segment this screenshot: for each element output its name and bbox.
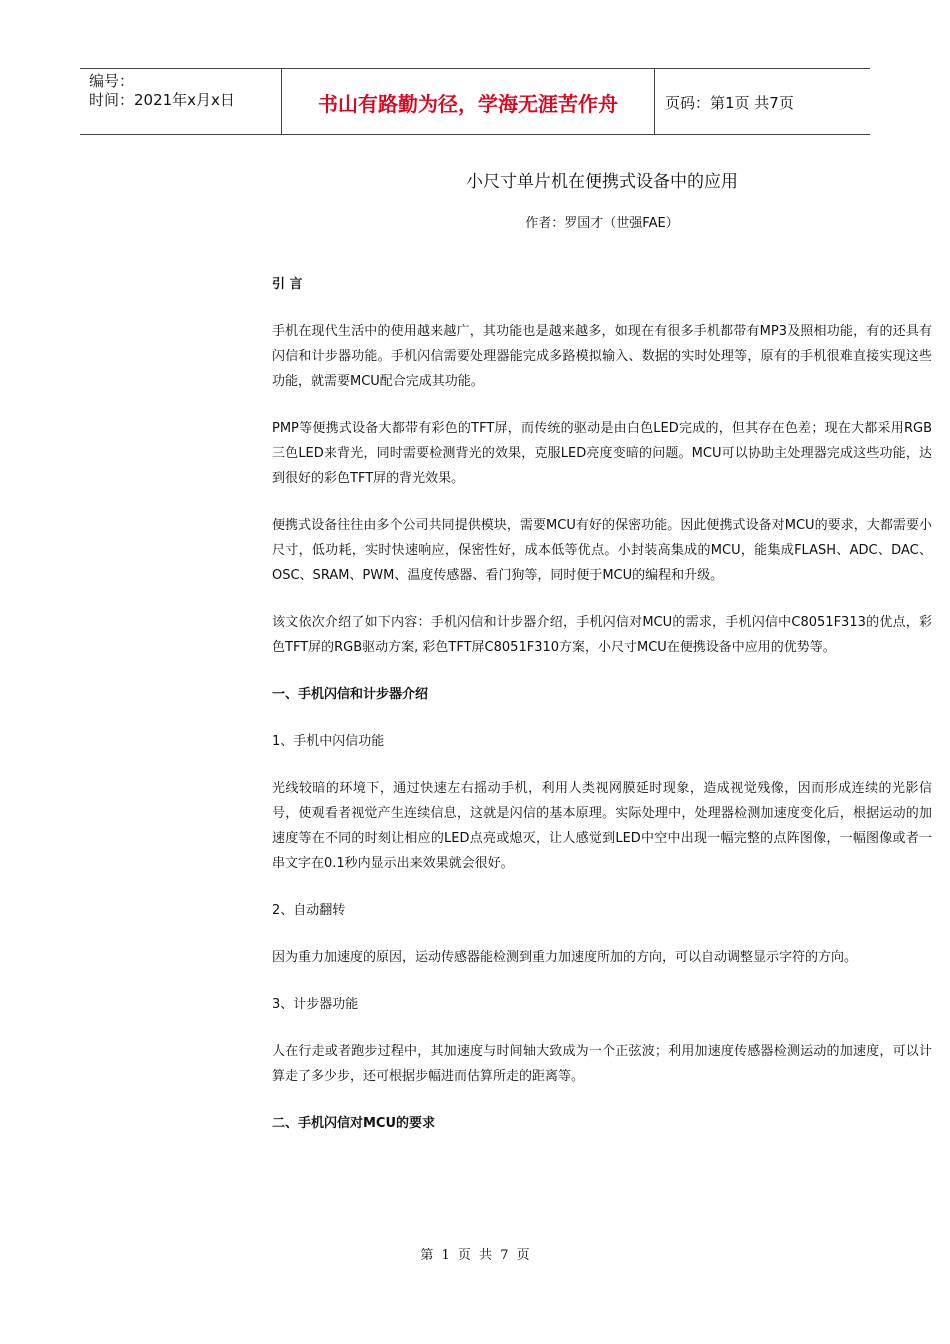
document-date-label: 时间：2021年x月x日 [89, 91, 235, 109]
section-1-sub-3-heading: 3、计步器功能 [272, 997, 359, 1012]
header-divider-right [654, 69, 655, 134]
article-author: 作者：罗国才（世强FAE） [525, 216, 679, 231]
header-motto: 书山有路勤为径，学海无涯苦作舟 [318, 92, 618, 116]
page-footer: 第 1 页 共 7 页 [420, 1248, 530, 1263]
document-number-label: 编号： [89, 72, 135, 90]
intro-paragraph-4: 该文依次介绍了如下内容：手机闪信和计步器介绍，手机闪信对MCU的需求，手机闪信中C8051F313的优点，彩色TFT屏的RGB驱动方案, 彩色TFT屏C8051F310方案，小尺寸MCU在便携设备中应用的优势等。 [272, 615, 932, 655]
intro-paragraph-1: 手机在现代生活中的使用越来越广，其功能也是越来越多，如现在有很多手机都带有MP3及照相功能，有的还具有闪信和计步器功能。手机闪信需要处理器能完成多路模拟输入、数据的实时处理等，原有的手机很难直接实现这些功能，就需要MCU配合完成其功能。 [272, 324, 932, 389]
section-2-heading: 二、手机闪信对MCU的要求 [272, 1116, 436, 1131]
intro-paragraph-2: PMP等便携式设备大都带有彩色的TFT屏，而传统的驱动是由白色LED完成的，但其存在色差；现在大都采用RGB三色LED来背光，同时需要检测背光的效果，克服LED亮度变暗的问题。MCU可以协助主处理器完成这些功能，达到很好的彩色TFT屏的背光效果。 [272, 421, 932, 486]
intro-heading: 引 言 [272, 277, 303, 292]
section-1-sub-3-text: 人在行走或者跑步过程中，其加速度与时间轴大致成为一个正弦波；利用加速度传感器检测运动的加速度，可以计算走了多少步，还可根据步幅进而估算所走的距离等。 [272, 1044, 932, 1084]
article-title: 小尺寸单片机在便携式设备中的应用 [466, 172, 738, 192]
header-page-label: 页码：第1页 共7页 [665, 94, 794, 112]
section-1-sub-1-text: 光线较暗的环境下，通过快速左右摇动手机，利用人类视网膜延时现象，造成视觉残像，因而形成连续的光影信号，使观看者视觉产生连续信息，这就是闪信的基本原理。实际处理中，处理器检测加速度变化后，根据运动的加速度等在不同的时刻让相应的LED点亮或熄灭，让人感觉到LED中空中出现一幅完整的点阵图像，一幅图像或者一串文字在0.1秒内显示出来效果就会很好。 [272, 781, 932, 871]
intro-paragraph-3: 便携式设备往往由多个公司共同提供模块，需要MCU有好的保密功能。因此便携式设备对MCU的要求，大都需要小尺寸，低功耗，实时快速响应，保密性好，成本低等优点。小封装高集成的MCU，能集成FLASH、ADC、DAC、OSC、SRAM、PWM、温度传感器、看门狗等，同时便于MCU的编程和升级。 [272, 518, 932, 583]
section-1-sub-1-heading: 1、手机中闪信功能 [272, 734, 385, 749]
section-1-sub-2-heading: 2、自动翻转 [272, 903, 346, 918]
article-body [272, 272, 932, 1136]
document-header [80, 68, 870, 135]
section-1-heading: 一、手机闪信和计步器介绍 [272, 687, 429, 702]
section-1-sub-2-text: 因为重力加速度的原因，运动传感器能检测到重力加速度所加的方向，可以自动调整显示字符的方向。 [272, 950, 858, 965]
